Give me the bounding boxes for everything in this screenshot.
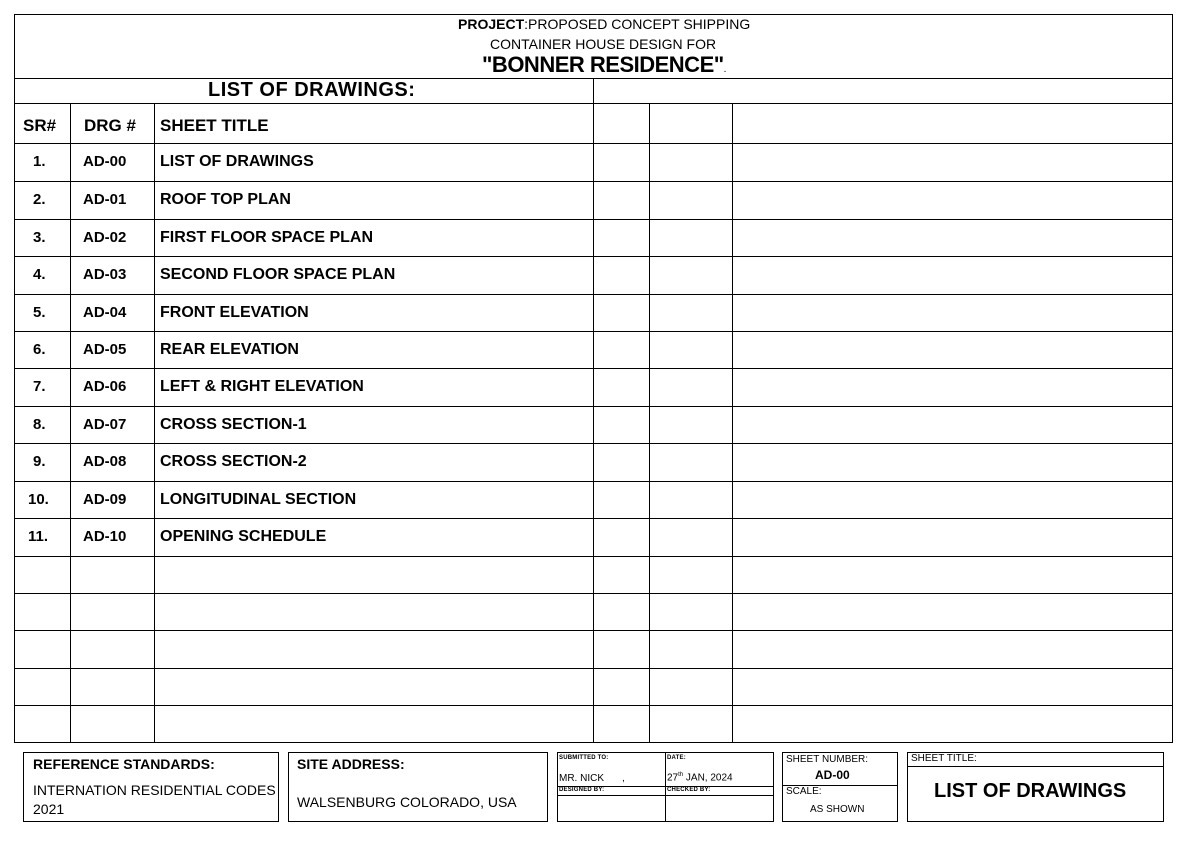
date-label: DATE: xyxy=(667,755,686,761)
row-sr: 11. xyxy=(28,528,49,545)
scale-value: AS SHOWN xyxy=(810,804,865,815)
row-drg: AD-08 xyxy=(83,453,127,470)
row-drg: AD-07 xyxy=(83,415,127,433)
row-sheet-title: SECOND FLOOR SPACE PLAN xyxy=(160,266,396,283)
row-sheet-title: REAR ELEVATION xyxy=(160,340,299,358)
row-sheet-title: FRONT ELEVATION xyxy=(160,303,309,321)
project-name-text: "BONNER RESIDENCE" xyxy=(482,52,724,77)
reference-standards-line-1: INTERNATION RESIDENTIAL CODES xyxy=(33,782,276,798)
row-sr: 1. xyxy=(33,153,46,170)
designed-by-label: DESIGNED BY: xyxy=(559,787,605,793)
row-sr: 2. xyxy=(33,191,46,208)
submitted-to-comma: , xyxy=(622,773,625,784)
date-rest: JAN, 2024 xyxy=(683,772,733,784)
row-sheet-title: FIRST FLOOR SPACE PLAN xyxy=(160,228,374,246)
row-drg: AD-04 xyxy=(83,303,127,321)
row-drg: AD-02 xyxy=(83,228,127,246)
project-line-2: CONTAINER HOUSE DESIGN FOR xyxy=(490,36,717,52)
col-header-drg: DRG # xyxy=(84,116,136,135)
project-text-1: :PROPOSED CONCEPT SHIPPING xyxy=(524,16,751,32)
row-drg: AD-06 xyxy=(83,378,127,395)
row-drg: AD-01 xyxy=(83,191,127,208)
row-sr: 4. xyxy=(33,266,46,283)
row-sheet-title: LEFT & RIGHT ELEVATION xyxy=(160,378,364,395)
sheet-number-value: AD-00 xyxy=(815,768,850,782)
col-divider-a xyxy=(649,103,650,743)
scale-label: SCALE: xyxy=(786,786,822,797)
row-drg: AD-00 xyxy=(83,153,127,170)
submission-hdivider-2 xyxy=(557,795,774,796)
col-divider-title xyxy=(593,78,594,743)
row-sheet-title: LIST OF DRAWINGS xyxy=(160,153,314,170)
col-divider-sr xyxy=(70,103,71,743)
list-title: LIST OF DRAWINGS: xyxy=(208,79,416,101)
sheet-title-label: SHEET TITLE: xyxy=(911,753,977,764)
sheet-title-divider xyxy=(907,766,1164,767)
submitted-to-name: MR. NICK xyxy=(559,773,604,784)
row-sr: 3. xyxy=(33,228,46,246)
row-sheet-title: CROSS SECTION-2 xyxy=(160,453,307,470)
submitted-to-value xyxy=(559,773,625,784)
row-drg: AD-03 xyxy=(83,266,127,283)
row-sr: 6. xyxy=(33,340,46,358)
row-sr: 9. xyxy=(33,453,46,470)
sheet-title-value: LIST OF DRAWINGS xyxy=(934,780,1127,802)
row-sr: 8. xyxy=(33,415,46,433)
reference-standards-title: REFERENCE STANDARDS: xyxy=(33,756,215,772)
row-sr: 5. xyxy=(33,303,46,321)
site-address-value: WALSENBURG COLORADO, USA xyxy=(297,794,517,810)
col-divider-drg xyxy=(154,103,155,743)
row-sheet-title: CROSS SECTION-1 xyxy=(160,415,307,433)
project-name xyxy=(482,52,726,78)
submission-vdivider xyxy=(665,752,666,822)
site-address-title: SITE ADDRESS: xyxy=(297,756,405,772)
submitted-to-label: SUBMITTED TO: xyxy=(559,755,609,761)
date-day: 27 xyxy=(667,772,679,784)
sheet-number-label: SHEET NUMBER: xyxy=(786,754,869,765)
row-sheet-title: ROOF TOP PLAN xyxy=(160,191,291,208)
row-sr: 10. xyxy=(28,490,49,508)
row-sr: 7. xyxy=(33,378,46,395)
row-drg: AD-05 xyxy=(83,340,127,358)
project-line-1 xyxy=(458,16,750,32)
project-name-dot: . xyxy=(723,64,726,75)
project-label: PROJECT xyxy=(458,16,525,32)
row-drg: AD-10 xyxy=(83,528,127,545)
row-sheet-title: OPENING SCHEDULE xyxy=(160,528,327,545)
checked-by-label: CHECKED BY: xyxy=(667,787,711,793)
reference-standards-line-2: 2021 xyxy=(33,801,65,817)
col-header-sheet: SHEET TITLE xyxy=(160,116,269,135)
row-drg: AD-09 xyxy=(83,490,127,508)
date-value xyxy=(667,772,733,783)
row-sheet-title: LONGITUDINAL SECTION xyxy=(160,490,357,508)
date-suffix: th xyxy=(678,772,684,778)
col-header-sr: SR# xyxy=(23,116,57,135)
col-divider-b xyxy=(732,103,733,743)
